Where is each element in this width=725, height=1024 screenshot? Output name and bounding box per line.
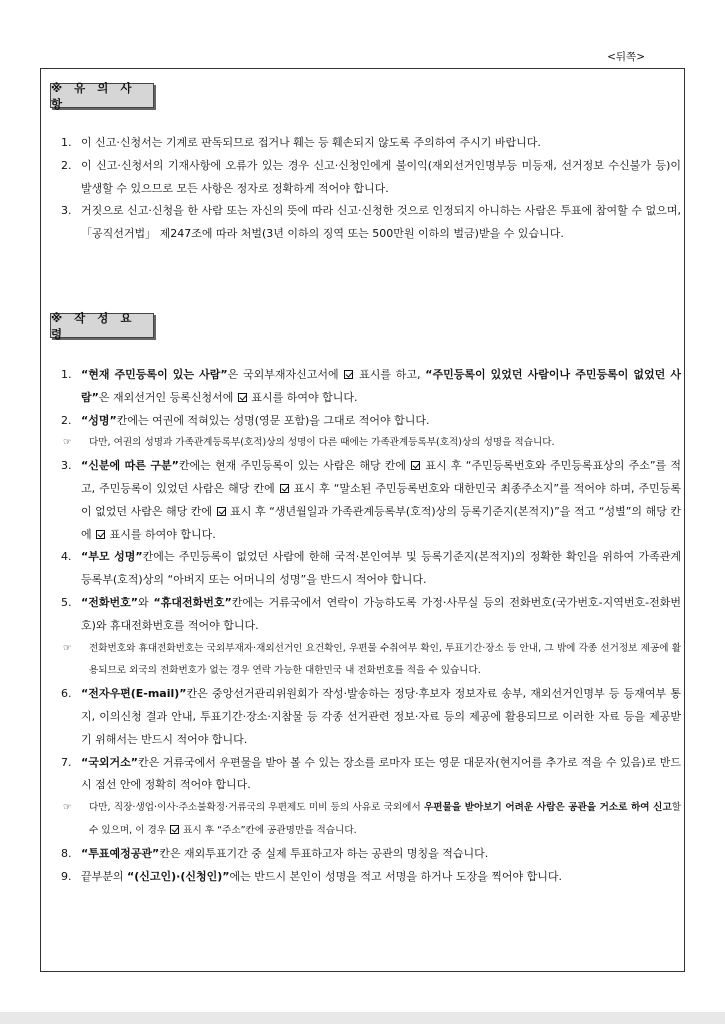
pointing-hand-icon: ☞ [63,802,72,814]
guide-item-2: 2. “성명”칸에는 여권에 적혀있는 성명(영문 포함)을 그대로 적어야 합니다. [61,413,430,427]
caution-item-2: 2. 이 신고·신청서의 기재사항에 오류가 있는 경우 신고·신청인에게 불이익(재외선거인명부등 미등재, 선거정보 수신불가 등)이 발생할 수 있으므로 모든 사항은 정자로 정확하게 적어야 합니다. [61,158,681,195]
guide-item-1: 1. “현재 주민등록이 있는 사람”은 국외부재자신고서에 표시를 하고, “주민등록이 있었던 사람이나 주민등록이 없었던 사람”은 재외선거인 등록신청서에 표시를 하여야 합니다. [61,368,681,404]
guide-item-8: 8. “투표예정공관”칸은 재외투표기간 중 실제 투표하고자 하는 공관의 명칭을 적습니다. [61,846,489,860]
page-label: <뒤쪽> [607,51,645,63]
guide-note-5: ☞ 전화번호와 휴대전화번호는 국외부재자·재외선거인 요건확인, 우편물 수취여부 확인, 투표기간·장소 등 안내, 그 밖에 각종 선거정보 제공에 활용되므로 외국의 전화번호가 없는 경우 연락 가능한 대한민국 내 전화번호를 적을 수 있습니다. [61,638,681,684]
pointing-hand-icon: ☞ [63,437,72,449]
caution-item-1: 1. 이 신고·신청서는 기계로 판독되므로 접거나 훼는 등 훼손되지 않도록 주의하여 주시기 바랍니다. [61,136,541,149]
guide-item-9: 9. 끝부분의 “(신고인)·(신청인)”에는 반드시 본인이 성명을 적고 서명을 하거나 도장을 찍어야 합니다. [61,869,563,883]
checkbox-icon [217,507,226,516]
caution-item-3: 3. 거짓으로 신고·신청을 한 사람 또는 자신의 뜻에 따라 신고·신청한 것으로 인정되지 아니하는 사람은 투표에 참여할 수 없으며, 「공직선거법」 제247조에 따라 처벌(3년 이하의 징역 또는 500만원 이하의 벌금)받을 수 있습니다. [61,204,681,241]
guide-note-7: ☞ 다만, 직장·생업·이사·주소불확정·거류국의 우편제도 미비 등의 사유로 국외에서 우편물을 받아보기 어려운 사람은 공관을 거소로 하여 신고할 수 있으며, 이 경우 표시 후 “주소”칸에 공관명만을 적습니다. [61,797,681,843]
checkbox-icon [170,825,179,834]
guide-item-3: 3. “신분에 따른 구분”칸에는 현재 주민등록이 있는 사람은 해당 칸에 표시 후 “주민등록번호와 주민등록표상의 주소”를 적고, 주민등록이 있었던 사람은 해당 칸에 표시 후 “말소된 주민등록번호와 대한민국 최종주소지”를 적어야 하며, 주민등록이 없었던 사람은 해당 칸에 표시 후 “생년월일과 가족관계등록부(호적)상의 등록기준지(본적지)”을 적고 “성별”의 해당 칸에 표시를 하여야 합니다. [61,459,681,541]
guide-note-2: ☞ 다만, 여권의 성명과 가족관계등록부(호적)상의 성명이 다른 때에는 가족관계등록부(호적)상의 성명을 적습니다. [61,432,681,455]
guide-item-5: 5. “전화번호”와 “휴대전화번호”칸에는 거류국에서 연락이 가능하도록 가정·사무실 등의 전화번호(국가번호-지역번호-전화번호)와 휴대전화번호를 적어야 합니다. [61,595,681,632]
checkbox-icon [280,484,289,493]
caution-section-title: ※ 유 의 사 항 [50,83,154,108]
caution-list [61,132,681,246]
guide-section-title: ※ 작 성 요 령 [50,313,154,338]
guide-item-7: 7. “국외거소”칸은 거류국에서 우편물을 받아 볼 수 있는 장소를 로마자 또는 영문 대문자(현지어를 추가로 적을 수 있음)로 반드시 점선 안에 정확히 적어야 합니다. [61,755,681,792]
guide-item-4: 4. “부모 성명”칸에는 주민등록이 없었던 사람에 한해 국적·본인여부 및 등록기준지(본적지)의 정확한 확인을 위하여 가족관계등록부(호적)상의 “아버지 또는 어머니의 성명”을 반드시 적어야 합니다. [61,550,681,587]
checkbox-icon [411,461,420,470]
page-bottom-strip [0,1012,725,1024]
guide-list [61,364,681,888]
guide-item-6: 6. “전자우편(E-mail)”칸은 중앙선거관리위원회가 작성·발송하는 정당·후보자 정보자료 송부, 재외선거인명부 등 등재여부 통지, 이의신청 결과 안내, 투표기간·장소·지참물 등 각종 선거관련 정보·자료 등의 제공에 활용되므로 이러한 자료 등을 제공받기 위해서는 반드시 적어야 합니다. [61,687,681,746]
document-frame [40,68,685,972]
pointing-hand-icon: ☞ [63,642,72,654]
checkbox-icon [238,393,247,402]
checkbox-icon [96,530,105,539]
checkbox-icon [344,370,353,379]
